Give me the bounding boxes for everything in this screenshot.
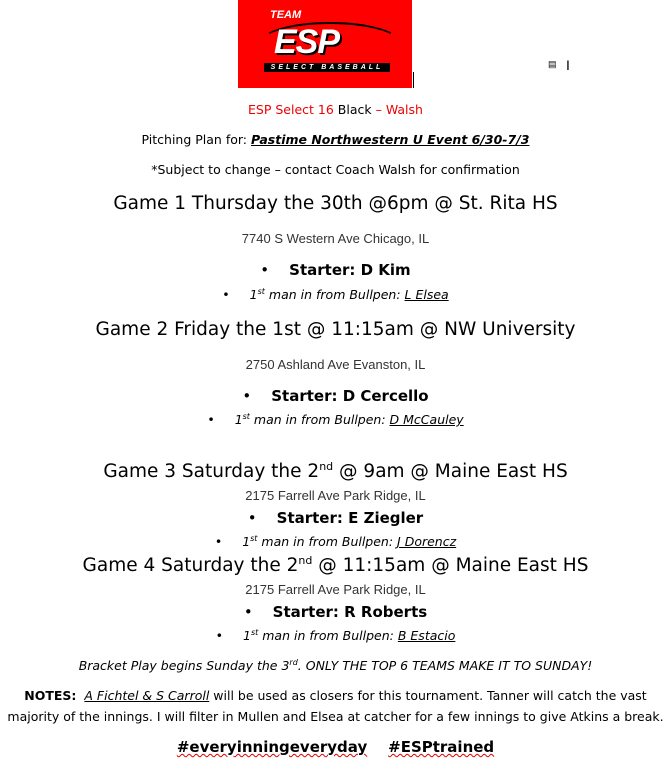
game-address: 2175 Farrell Ave Park Ridge, IL — [245, 582, 426, 597]
text-cursor-line — [413, 72, 414, 88]
logo-team: TEAM — [270, 9, 302, 21]
game-title: Game 3 Saturday the 2nd @ 9am @ Maine East HS — [103, 459, 568, 482]
notes-line-1: NOTES: A Fichtel & S Carroll will be used as closers for this tournament. Tanner will catch the vast — [24, 688, 647, 703]
game-address: 2750 Ashland Ave Evanston, IL — [245, 357, 426, 372]
logo-tagline: SELECT BASEBALL — [264, 63, 390, 72]
layout-options-icon[interactable]: ▤ — [548, 59, 557, 69]
starter-item: • Starter: E Ziegler — [0, 511, 671, 526]
starter-item: • Starter: D Cercello — [0, 389, 671, 404]
bullpen-item: • 1st man in from Bullpen: L Elsea — [0, 289, 671, 302]
game-title: Game 1 Thursday the 30th @6pm @ St. Rita HS — [113, 193, 558, 214]
game-title: Game 4 Saturday the 2nd @ 11:15am @ Maine East HS — [82, 553, 589, 576]
hashtags: #everyinningeveryday #ESPtrained — [176, 738, 495, 756]
ibeam-cursor-icon: I — [566, 57, 570, 73]
pitching-plan-line: Pitching Plan for: Pastime Northwestern U Event 6/30-7/3 — [141, 132, 530, 147]
subject-note: *Subject to change – contact Coach Walsh for confirmation — [151, 162, 520, 177]
starter-item: • Starter: D Kim — [0, 263, 671, 278]
logo-esp: ESP — [274, 23, 340, 61]
bullpen-item: • 1st man in from Bullpen: J Dorencz — [0, 536, 671, 549]
bracket-note: Bracket Play begins Sunday the 3rd. ONLY THE TOP 6 TEAMS MAKE IT TO SUNDAY! — [78, 657, 593, 673]
starter-item: • Starter: R Roberts — [0, 605, 671, 620]
team-line: ESP Select 16 Black – Walsh — [248, 102, 423, 117]
bullpen-item: • 1st man in from Bullpen: D McCauley — [0, 414, 671, 427]
team-esp-logo — [238, 0, 412, 88]
game-address: 7740 S Western Ave Chicago, IL — [241, 231, 430, 246]
game-address: 2175 Farrell Ave Park Ridge, IL — [245, 488, 426, 503]
game-title: Game 2 Friday the 1st @ 11:15am @ NW University — [95, 319, 576, 340]
notes-line-2: majority of the innings. I will filter in Mullen and Elsea at catcher for a few innings to give Atkins a break. — [7, 709, 664, 724]
bullpen-item: • 1st man in from Bullpen: B Estacio — [0, 630, 671, 643]
